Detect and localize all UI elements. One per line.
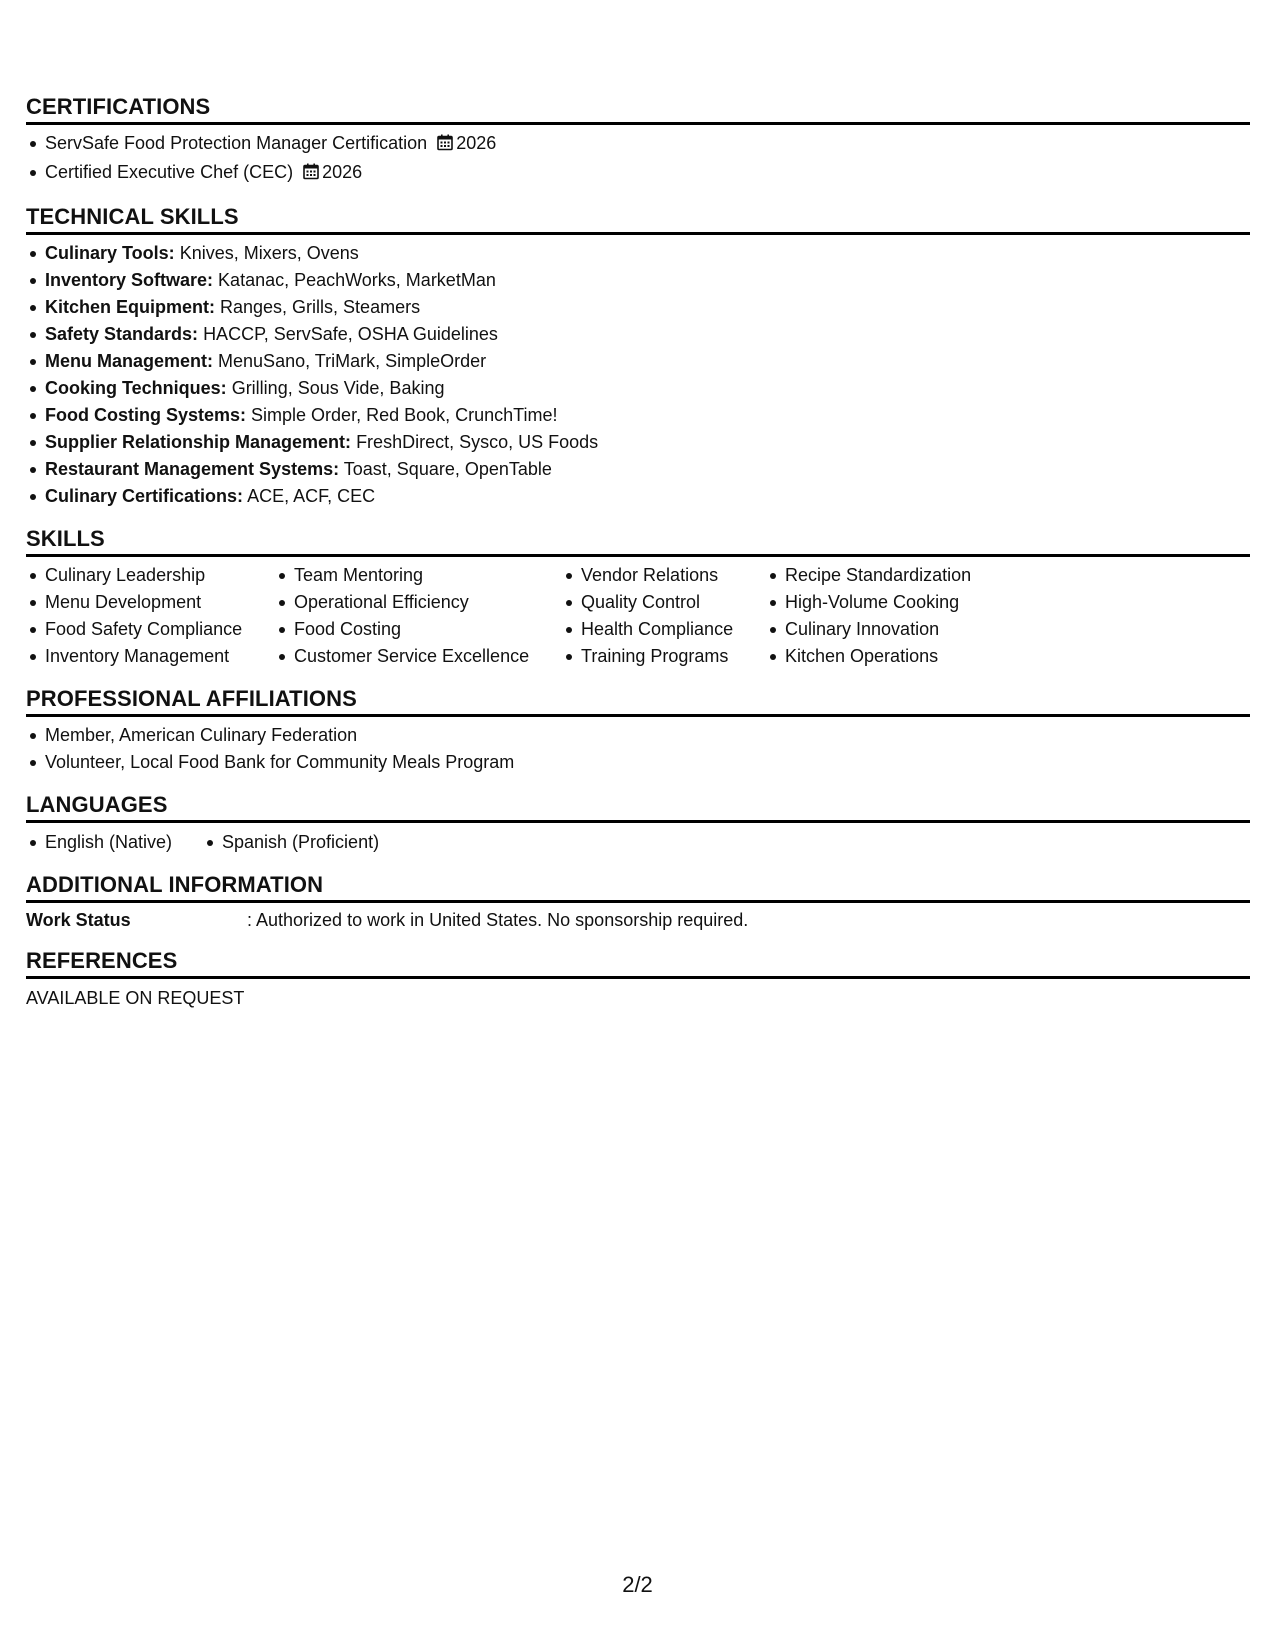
technical-skill-item bbox=[26, 429, 1250, 456]
skills-section bbox=[26, 526, 1250, 670]
skill-item: Quality Control bbox=[562, 589, 766, 616]
technical-skill-value: Katanac, PeachWorks, MarketMan bbox=[218, 270, 496, 290]
affiliation-item: Volunteer, Local Food Bank for Community Meals Program bbox=[26, 749, 1250, 776]
technical-skill-label: Restaurant Management Systems: bbox=[45, 459, 340, 479]
technical-skill-label: Safety Standards: bbox=[45, 324, 199, 344]
certifications-section bbox=[26, 94, 1250, 188]
section-title-references: REFERENCES bbox=[26, 948, 1250, 979]
section-title-certifications: CERTIFICATIONS bbox=[26, 94, 1250, 125]
section-title-additional-info: ADDITIONAL INFORMATION bbox=[26, 872, 1250, 903]
skill-item: Operational Efficiency bbox=[275, 589, 562, 616]
certification-year: 2026 bbox=[322, 162, 363, 182]
resume-page bbox=[26, 94, 1250, 1012]
technical-skill-value: Grilling, Sous Vide, Baking bbox=[231, 378, 445, 398]
skill-item: Team Mentoring bbox=[275, 562, 562, 589]
certifications-list bbox=[26, 125, 1250, 188]
languages-row bbox=[26, 823, 1250, 856]
languages-column bbox=[26, 829, 203, 856]
technical-skill-label: Culinary Tools: bbox=[45, 243, 175, 263]
technical-skills-list bbox=[26, 235, 1250, 510]
technical-skills-section bbox=[26, 204, 1250, 510]
technical-skill-item bbox=[26, 294, 1250, 321]
skill-item: Menu Development bbox=[26, 589, 275, 616]
technical-skill-item bbox=[26, 321, 1250, 348]
skill-item: Inventory Management bbox=[26, 643, 275, 670]
technical-skill-label: Inventory Software: bbox=[45, 270, 214, 290]
skill-item: Training Programs bbox=[562, 643, 766, 670]
skill-item: Culinary Leadership bbox=[26, 562, 275, 589]
technical-skill-label: Cooking Techniques: bbox=[45, 378, 227, 398]
skills-column bbox=[562, 562, 766, 670]
certification-name: Certified Executive Chef (CEC) bbox=[45, 162, 294, 182]
technical-skill-value: ACE, ACF, CEC bbox=[247, 486, 376, 506]
technical-skill-label: Culinary Certifications: bbox=[45, 486, 244, 506]
skill-item: Vendor Relations bbox=[562, 562, 766, 589]
skill-item: High-Volume Cooking bbox=[766, 589, 1016, 616]
skill-item: Food Costing bbox=[275, 616, 562, 643]
work-status-label: Work Status bbox=[26, 910, 131, 930]
references-section bbox=[26, 948, 1250, 1012]
skills-column bbox=[26, 562, 275, 670]
page-number: 2/2 bbox=[622, 1572, 653, 1597]
technical-skill-item bbox=[26, 267, 1250, 294]
calendar-icon bbox=[303, 161, 319, 188]
skills-column bbox=[766, 562, 1016, 670]
technical-skill-item bbox=[26, 348, 1250, 375]
skill-item: Recipe Standardization bbox=[766, 562, 1016, 589]
technical-skill-value: Simple Order, Red Book, CrunchTime! bbox=[251, 405, 558, 425]
technical-skill-value: FreshDirect, Sysco, US Foods bbox=[356, 432, 599, 452]
skills-column bbox=[275, 562, 562, 670]
work-status-value: : Authorized to work in United States. No sponsorship required. bbox=[247, 910, 749, 930]
skill-item: Culinary Innovation bbox=[766, 616, 1016, 643]
work-status-row bbox=[26, 903, 1250, 934]
technical-skill-item bbox=[26, 240, 1250, 267]
skill-item: Kitchen Operations bbox=[766, 643, 1016, 670]
references-text: AVAILABLE ON REQUEST bbox=[26, 988, 245, 1008]
technical-skill-label: Food Costing Systems: bbox=[45, 405, 247, 425]
section-title-skills: SKILLS bbox=[26, 526, 1250, 557]
technical-skill-value: Ranges, Grills, Steamers bbox=[220, 297, 421, 317]
affiliation-item: Member, American Culinary Federation bbox=[26, 722, 1250, 749]
technical-skill-value: HACCP, ServSafe, OSHA Guidelines bbox=[203, 324, 498, 344]
language-item: English (Native) bbox=[26, 829, 203, 856]
technical-skill-label: Menu Management: bbox=[45, 351, 214, 371]
skills-grid bbox=[26, 557, 1250, 670]
technical-skill-item bbox=[26, 402, 1250, 429]
certification-item bbox=[26, 159, 1250, 188]
technical-skill-item bbox=[26, 483, 1250, 510]
technical-skill-item bbox=[26, 456, 1250, 483]
technical-skill-value: Toast, Square, OpenTable bbox=[343, 459, 552, 479]
technical-skill-label: Supplier Relationship Management: bbox=[45, 432, 352, 452]
affiliations-list bbox=[26, 717, 1250, 776]
technical-skill-value: MenuSano, TriMark, SimpleOrder bbox=[218, 351, 487, 371]
section-title-technical-skills: TECHNICAL SKILLS bbox=[26, 204, 1250, 235]
certification-year: 2026 bbox=[456, 133, 497, 153]
technical-skill-value: Knives, Mixers, Ovens bbox=[179, 243, 359, 263]
additional-info-section bbox=[26, 872, 1250, 934]
language-item: Spanish (Proficient) bbox=[203, 829, 379, 856]
skill-item: Customer Service Excellence bbox=[275, 643, 562, 670]
affiliations-section bbox=[26, 686, 1250, 776]
skill-item: Health Compliance bbox=[562, 616, 766, 643]
languages-column bbox=[203, 829, 379, 856]
calendar-icon bbox=[437, 132, 453, 159]
technical-skill-item bbox=[26, 375, 1250, 402]
certification-name: ServSafe Food Protection Manager Certification bbox=[45, 133, 428, 153]
languages-section bbox=[26, 792, 1250, 856]
technical-skill-label: Kitchen Equipment: bbox=[45, 297, 215, 317]
certification-item bbox=[26, 130, 1250, 159]
section-title-affiliations: PROFESSIONAL AFFILIATIONS bbox=[26, 686, 1250, 717]
section-title-languages: LANGUAGES bbox=[26, 792, 1250, 823]
skill-item: Food Safety Compliance bbox=[26, 616, 275, 643]
